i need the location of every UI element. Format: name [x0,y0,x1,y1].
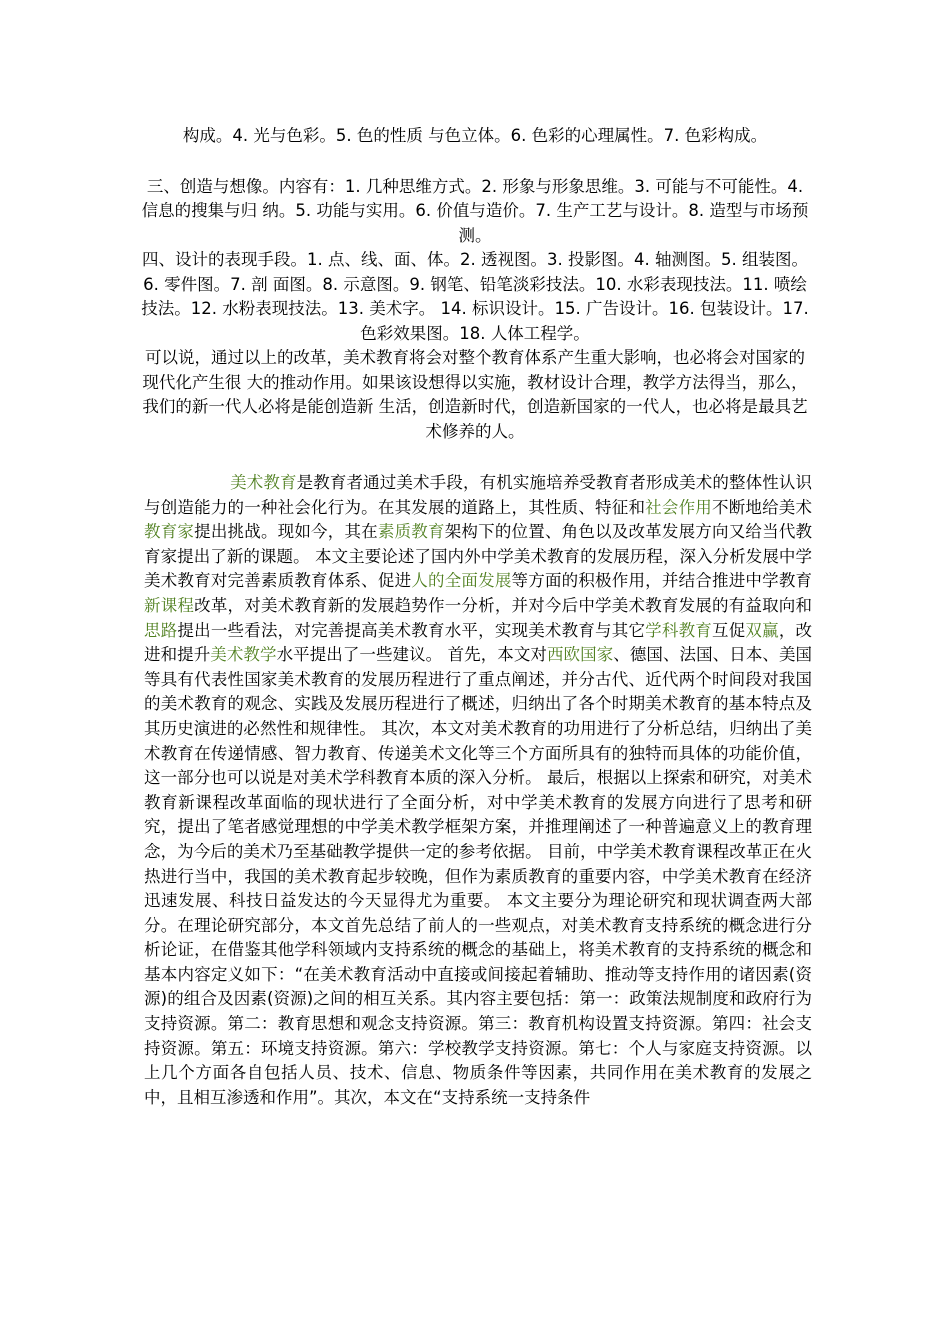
paragraph-conclusion: 可以说，通过以上的改革，美术教育将会对整个教育体系产生重大影响，也必将会对国家的现代化产生很 大的推动作用。如果该设想得以实施，教材设计合理，教学方法得当，那么，我们的新一代人必将是能创造新 生活，创造新时代，创造新国家的一代人，也必将是最具艺术修养的人。 [142,348,808,441]
keyword-link-win-win[interactable]: 双赢 [745,620,779,640]
keyword-link-subject-education[interactable]: 学科教育 [645,620,712,640]
keyword-link-educator[interactable]: 教育家 [144,522,195,542]
abstract-text: 等方面的积极作用，并结合推进中学教育 [511,571,813,591]
abstract-paragraph [144,471,812,1110]
keyword-link-quality-education[interactable]: 素质教育 [377,522,445,542]
abstract-text: 互促 [712,620,746,640]
abstract-section [144,471,812,1110]
keyword-link-social-role[interactable]: 社会作用 [645,497,712,517]
keyword-link-art-teaching[interactable]: 美术教学 [210,645,277,665]
keyword-link-new-curriculum[interactable]: 新课程 [144,595,195,615]
keyword-link-art-education[interactable]: 美术教育 [230,473,297,492]
paragraph-creativity-topics: 三、创造与想像。内容有：1. 几种思维方式。2. 形象与形象思维。3. 可能与不可能性。4. 信息的搜集与归 纳。5. 功能与实用。6. 价值与造价。7. 生产工艺与设计。8. 造型与市场预测。 [141,176,809,245]
abstract-text: ，改进和提升 [144,620,813,665]
paragraph-design-expression-topics: 四、设计的表现手段。1. 点、线、面、体。2. 透视图。3. 投影图。4. 轴测图。5. 组装图。6. 零件图。7. 剖 面图。8. 示意图。9. 钢笔、铅笔淡彩技法。10. 水彩表现技法。11. 喷绘技法。12. 水粉表现技法。13. 美术字。 14. 标识设计。15. 广告设计。16. 包装设计。17. 色彩效果图。18. 人体工程学。 [141,250,809,343]
keyword-link-approach[interactable]: 思路 [144,620,178,640]
abstract-text: 是教育者通过美术手段，有机实施培养受教育者形成美术的整体性认识与创造能力的一种社会化行为。在其发展的道路上，其性质、特征和 [144,473,813,517]
abstract-text: 提出挑战。现如今，其在 [194,522,378,542]
abstract-text: 改革，对美术教育新的发展趋势作一分析，并对今后中学美术教育发展的有益取向和 [194,595,813,615]
abstract-text: 提出一些看法，对完善提高美术教育水平，实现美术教育与其它 [177,620,646,640]
abstract-text: 架构下的位置、角色以及改革发展方向又给当代教育家提出了新的课题。 本文主要论述了国内外中学美术教育的发展历程，深入分析发展中学美术教育对完善素质教育体系、促进 [144,522,813,591]
keyword-link-all-round-development[interactable]: 人的全面发展 [411,571,512,591]
abstract-text: 、德国、法国、日本、美国等具有代表性国家美术教育的发展历程进行了重点阐述，并分古代、近代两个时间段对我国的美术教育的观念、实践及发展历程进行了概述，归纳出了各个时期美术教育的基本特点及其历史演进的必然性和规律性。 其次，本文对美术教育的功用进行了分析总结，归纳出了美术教育在传递情感、智力教育、传递美术文化等三个方面所具有的独特而具体的功能价值，这一部分也可以说是对美术学科教育本质的深入分析。 最后，根据以上探索和研究，对美术教育新课程改革面临的现状进行了全面分析，对中学美术教育的发展方向进行了思考和研究，提出了笔者感觉理想的中学美术教学框架方案，并推理阐述了一种普遍意义上的教育理念，为今后的美术乃至基础教学提供一定的参考依据。 目前，中学美术教育课程改革正在火热进行当中，我国的美术教育起步较晚，但作为素质教育的重要内容，中学美术教育在经济迅速发展、科技日益发达的今天显得尤为重要。 本文主要分为理论研究和现状调查两大部分。在理论研究部分，本文首先总结了前人的一些观点，对美术教育支持系统的概念进行分析论证，在借鉴其他学科领域内支持系统的概念的基础上，将美术教育的支持系统的概念和基本内容定义如下：“在美术教育活动中直接或间接起着辅助、推动等支持作用的诸因素(资源)的组合及因素(资源)之间的相互关系。其内容主要包括：第一：政策法规制度和政府行为支持资源。第二：教育思想和观念支持资源。第三：教育机构设置支持资源。第四：社会支持资源。第五：环境支持资源。第六：学校教学支持资源。第七：个人与家庭支持资源。以上几个方面各自包括人员、技术、信息、物质条件等因素，共同作用在美术教育的发展之中，且相互渗透和作用”。其次，本文在“支持系统一支持条件 [144,645,813,1107]
abstract-text: 水平提出了一些建议。 首先，本文对 [276,645,547,665]
curriculum-section [140,124,810,444]
keyword-link-western-europe[interactable]: 西欧国家 [546,645,614,665]
abstract-text: 不断地给美术 [711,497,813,517]
paragraph-gap [140,149,810,175]
paragraph-color-topics: 构成。4. 光与色彩。5. 色的性质 与色立体。6. 色彩的心理属性。7. 色彩构成。 [182,126,768,145]
